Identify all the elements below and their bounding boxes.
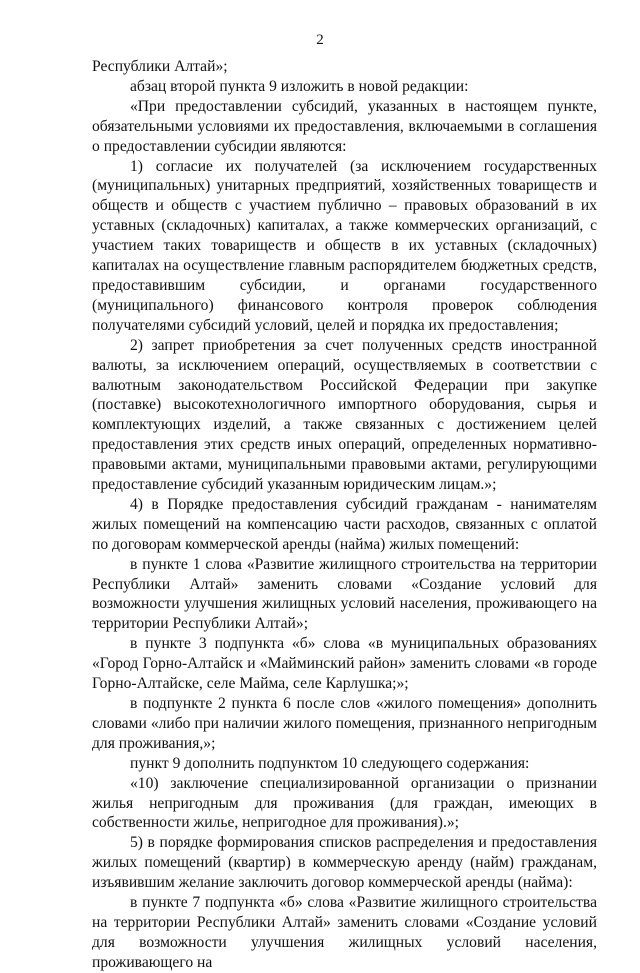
paragraph-point-3-replace: в пункте 3 подпункта «б» слова «в муниципальных образованиях «Город Горно-Алтайск и «Майминский район» заменить словами «в городе Горно-Алтайске, селе Майма, селе Карлушка;»; (92, 635, 597, 693)
paragraph-condition-2: 2) запрет приобретения за счет полученных средств иностранной валюты, за исключением операций, осуществляемых в соответствии с валютным законодательством Российской Федерации при закупке (поставке) высокотехнологичного импортного оборудования, сырья и комплектующих изделий, а также связанных с достижением целей предоставления этих средств иных операций, определенных нормативно-правовыми актами, муниципальными правовыми актами, регулирующими предоставление субсидий указанным юридическим лицам.»; (92, 336, 597, 494)
paragraph-continuation: Республики Алтай»; (92, 58, 228, 75)
document-body (92, 57, 597, 973)
paragraph-point-7-replace: в пункте 7 подпункта «б» слова «Развитие жилищного строительства на территории Республики Алтай» заменить словами «Создание условий для возможности улучшения жилищных условий населения, проживающего на (92, 894, 597, 971)
paragraph-point-6-supplement: в подпункте 2 пункта 6 после слов «жилого помещения» дополнить словами «либо при наличии жилого помещения, признанного непригодным для проживания,»; (92, 695, 597, 752)
paragraph-item-4: 4) в Порядке предоставления субсидий гражданам - нанимателям жилых помещений на компенсацию части расходов, связанных с оплатой по договорам коммерческой аренды (найма) жилых помещений: (92, 495, 597, 553)
paragraph-subsidy-conditions: «При предоставлении субсидий, указанных в настоящем пункте, обязательными условиями их предоставления, включаемыми в соглашения о предоставлении субсидии являются: (92, 97, 597, 155)
paragraph-condition-1: 1) согласие их получателей (за исключением государственных (муниципальных) унитарных предприятий, хозяйственных товариществ и обществ и обществ с участием публично – правовых образований в их уставных (складочных) капиталах, а также коммерческих организаций, с участием таких товариществ и обществ в их уставных (складочных) капиталах на осуществление главным распорядителем бюджетных средств, предоставившим субсидии, и органами государственного (муниципального) финансового контроля проверок соблюдения получателями субсидий условий, целей и порядка их предоставления; (92, 157, 597, 334)
paragraph-point-1-replace: в пункте 1 слова «Развитие жилищного строительства на территории Республики Алтай» заменить словами «Создание условий для возможности улучшения жилищных условий населения, проживающего на территории Республики Алтай»; (92, 555, 597, 633)
paragraph-point-9-supplement: пункт 9 дополнить подпунктом 10 следующего содержания: (130, 754, 530, 772)
paragraph-subpoint-10: «10) заключение специализированной организации о признании жилья непригодным для проживания (для граждан, имеющих в собственности жилье, непригодное для проживания).»; (92, 774, 597, 832)
paragraph-item-5: 5) в порядке формирования списков распределения и предоставления жилых помещений (квартир) в коммерческую аренду (найм) гражданам, изъявившим желание заключить договор коммерческой аренды (найма): (92, 834, 597, 892)
page-number: 2 (316, 32, 324, 48)
paragraph-amend-point-9: абзац второй пункта 9 изложить в новой редакции: (130, 77, 469, 95)
